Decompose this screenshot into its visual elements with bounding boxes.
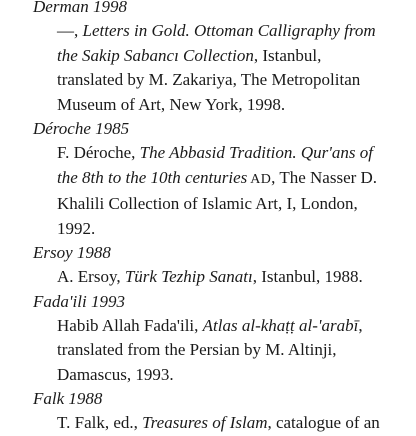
bibliography-entry	[0, 117, 416, 241]
entry-key: Ersoy 1988	[33, 243, 111, 262]
citation-title: Letters in Gold. Ottoman Calligraphy from the Sakip Sabancı Collection	[57, 21, 376, 65]
citation-title: Türk Tezhip Sanatı	[124, 267, 253, 286]
bibliography-entry	[0, 290, 416, 388]
citation-text: , catalogue of an	[267, 413, 380, 432]
bibliography-entry	[0, 241, 416, 290]
citation-text: , translated from the Persian by M. Altinji, Damascus, 1993.	[57, 315, 363, 384]
citation-era: AD	[247, 171, 272, 187]
bibliography-entry	[0, 387, 416, 436]
citation-text: T. Falk, ed.,	[57, 413, 143, 432]
citation-text: F. Déroche,	[57, 143, 140, 162]
entry-key: Derman 1998	[33, 0, 127, 16]
citation-text: , Istanbul, 1988.	[252, 267, 363, 286]
citation-text: , Istanbul, translated by M. Zakariya, The Metropolitan Museum of Art, New York, 1998.	[57, 45, 361, 114]
entry-citation	[0, 19, 416, 117]
citation-title: Treasures of Islam	[142, 413, 268, 432]
citation-text: A. Ersoy,	[57, 267, 125, 286]
entry-citation	[0, 411, 416, 436]
entry-citation	[0, 265, 416, 290]
entry-key: Fada'ili 1993	[33, 291, 125, 311]
entry-key: Déroche 1985	[33, 119, 130, 138]
citation-title: The Abbasid Tradition. Qur'ans of the 8th to the 10th centuries	[57, 143, 374, 187]
citation-title: Atlas al-khaṭṭ al-'arabī	[202, 315, 359, 335]
entry-citation	[0, 141, 416, 241]
citation-text: —,	[57, 21, 83, 40]
citation-text: , The Nasser D. Khalili Collection of Islamic Art, I, London, 1992.	[57, 167, 378, 238]
bibliography-entry	[0, 0, 416, 117]
entry-key: Falk 1988	[33, 389, 103, 408]
citation-text: Habib Allah Fada'ili,	[57, 315, 203, 335]
entry-citation	[0, 314, 416, 388]
